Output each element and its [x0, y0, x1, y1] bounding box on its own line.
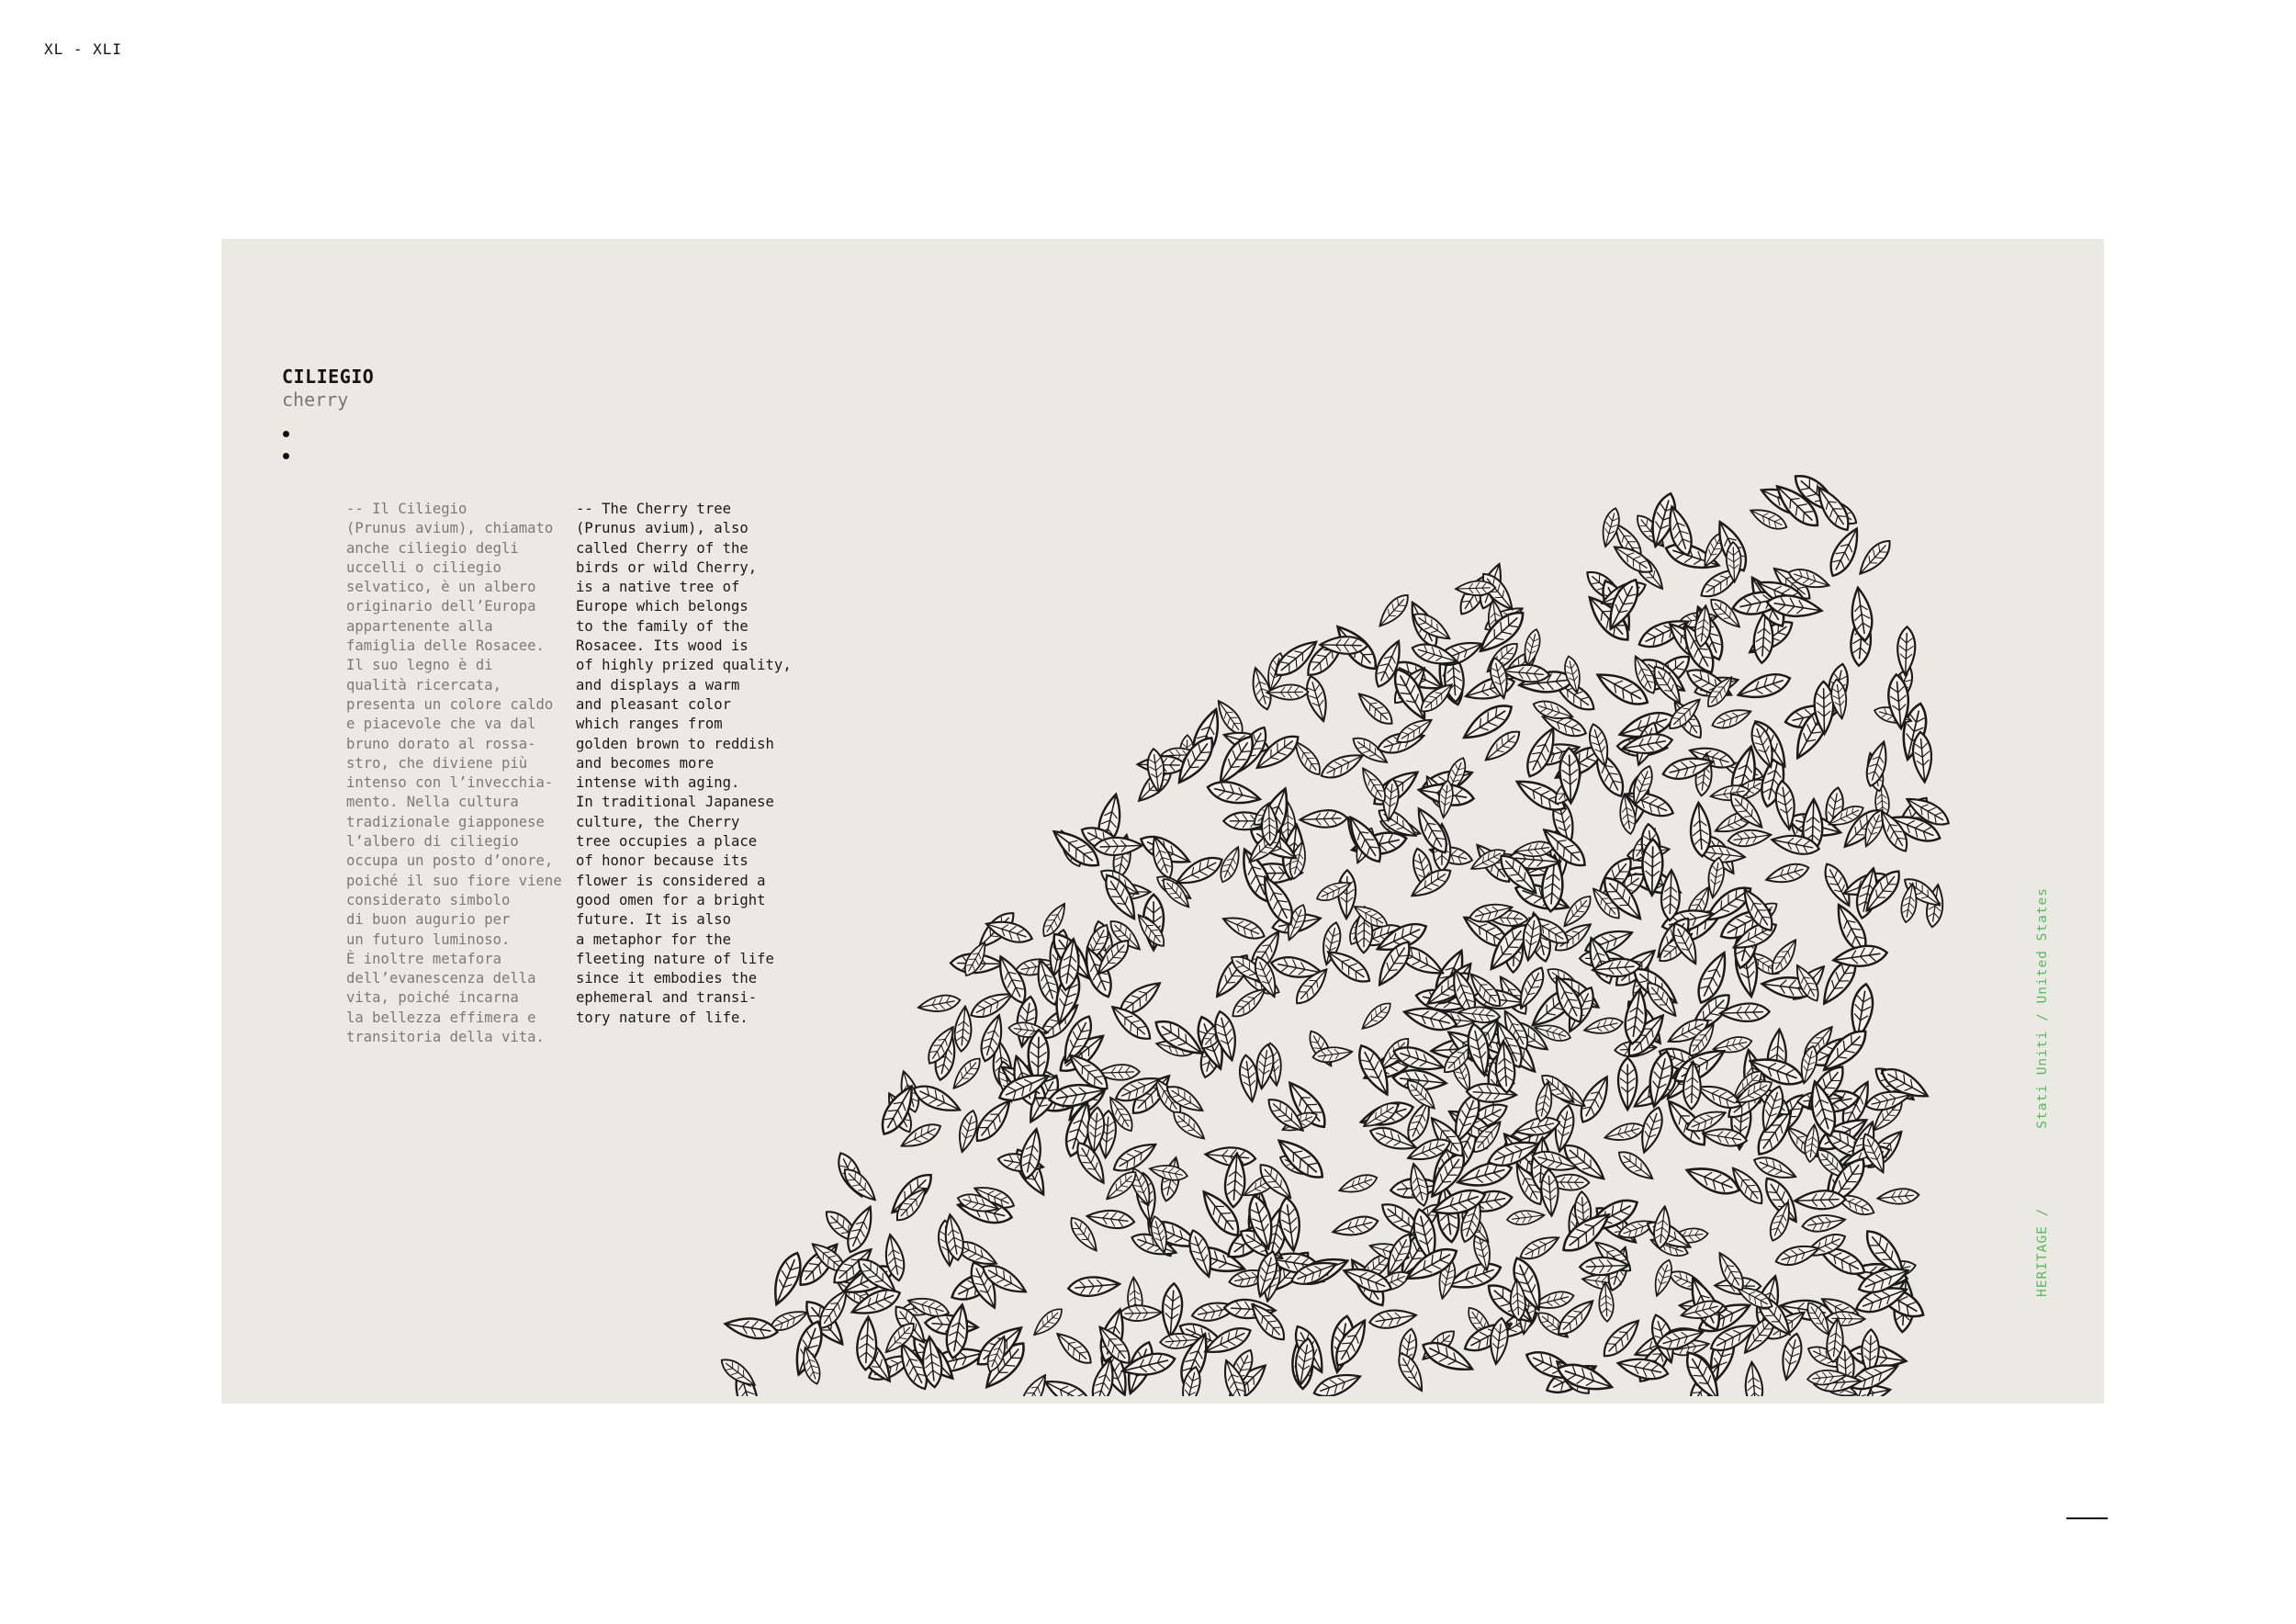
- leaf-icon: [953, 1006, 974, 1052]
- leaf-icon: [1801, 1212, 1846, 1234]
- leaf-icon: [1683, 1161, 1743, 1200]
- leaf-icon: [1206, 778, 1263, 809]
- leaf-icon: [724, 1314, 779, 1341]
- leaf-icon: [1743, 1361, 1763, 1396]
- bullet-dot: [283, 453, 289, 459]
- leaf-icon: [1221, 911, 1267, 943]
- leaf-icon: [917, 993, 961, 1015]
- leaf-icon: [1735, 669, 1793, 704]
- bullet-dot: [283, 431, 289, 437]
- leaf-icon: [1824, 524, 1865, 581]
- leaf-icon: [1318, 749, 1367, 784]
- leaf-icon: [1896, 626, 1916, 675]
- leaf-icon: [1618, 1057, 1637, 1110]
- leaf-icon: [1710, 705, 1753, 732]
- leaf-icon: [1615, 1146, 1658, 1184]
- region-label: Stati Uniti / United States: [2035, 886, 2050, 1129]
- leaf-icon: [1041, 1373, 1095, 1396]
- leaf-icon: [1374, 591, 1412, 631]
- leaf-icon: [1358, 998, 1395, 1033]
- leaf-icon: [1778, 1332, 1806, 1382]
- italian-description: -- Il Ciliegio (Prunus avium), chiamato anche ciliegio degli uccelli o ciliegio selvatico, è un albero originario dell’Europa appartenente alla famiglia delle Rosacee. Il suo legno è di qualità ricercata, presenta un colore caldo e piacevole che va dal bruno dorato al rossa- stro, che diviene più intenso con l’invecchia- mento. Nella cultura tradizionale giapponese l’albero di ciliegio occupa un posto d’onore, poiché il suo fiore viene considerato simbolo di buon augurio per un futuro luminoso. È inoltre metafora dell’evanescenza della vita, poiché incarna la bellezza effimera e transitoria della vita.: [346, 501, 562, 1046]
- leaf-icon: [1911, 731, 1933, 783]
- leaf-icon: [1582, 1015, 1624, 1037]
- leaf-icon: [1300, 809, 1347, 828]
- leaf-icon: [1603, 1120, 1646, 1145]
- leaf-icon: [1052, 1328, 1097, 1370]
- leaf-cluster: [717, 468, 1953, 1396]
- leaf-icon: [1751, 1153, 1798, 1184]
- leaf-icon: [1764, 860, 1811, 887]
- leaf-icon: [1086, 1208, 1135, 1231]
- entry-title: CILIEGIO: [282, 366, 375, 388]
- leaf-icon: [1795, 1190, 1846, 1211]
- leaf-icon: [1863, 739, 1892, 788]
- cherry-leaves-illustration: [644, 423, 1966, 1396]
- leaf-icon: [1854, 536, 1896, 579]
- leaf-icon: [1827, 1312, 1865, 1326]
- leaf-icon: [1506, 1209, 1545, 1227]
- leaf-icon: [1337, 1171, 1379, 1198]
- leaf-icon: [1767, 936, 1802, 977]
- content-panel: [221, 239, 2104, 1404]
- leaf-icon: [1488, 1317, 1510, 1365]
- leaf-icon: [1368, 1307, 1418, 1331]
- leaf-icon: [1148, 1162, 1188, 1183]
- english-description: -- The Cherry tree (Prunus avium), also called Cherry of the birds or wild Cherry, is a native tree of Europe which belongs to the family of the Rosacee. Its wood is of highly prized quality, and displays a warm and pleasant color which ranges from golden brown to reddish and becomes more intense with aging. In traditional Japanese culture, the Cherry tree occupies a place of honor because its flower is considered a good omen for a bright future. It is also a metaphor for the fleeting nature of life since it embodies the ephemeral and transi- tory nature of life.: [576, 501, 792, 1026]
- leaf-icon: [1331, 1212, 1379, 1240]
- page-number: XL - XLI: [44, 40, 123, 58]
- leaf-icon: [1517, 1231, 1562, 1264]
- footer-rule: [2066, 1517, 2108, 1519]
- leaf-icon: [839, 1164, 881, 1205]
- leaf-icon: [1877, 1188, 1919, 1206]
- leaf-icon: [1689, 802, 1712, 857]
- leaf-icon: [1067, 1275, 1120, 1298]
- entry-subtitle: cherry: [282, 389, 349, 411]
- section-label: HERITAGE /: [2035, 1207, 2050, 1297]
- leaf-icon: [1228, 984, 1269, 1022]
- leaf-icon: [1169, 1107, 1209, 1145]
- leaf-icon: [1354, 688, 1397, 729]
- side-label: [2035, 887, 2050, 1297]
- leaf-icon: [1302, 674, 1332, 724]
- leaf-icon: [1119, 1304, 1162, 1321]
